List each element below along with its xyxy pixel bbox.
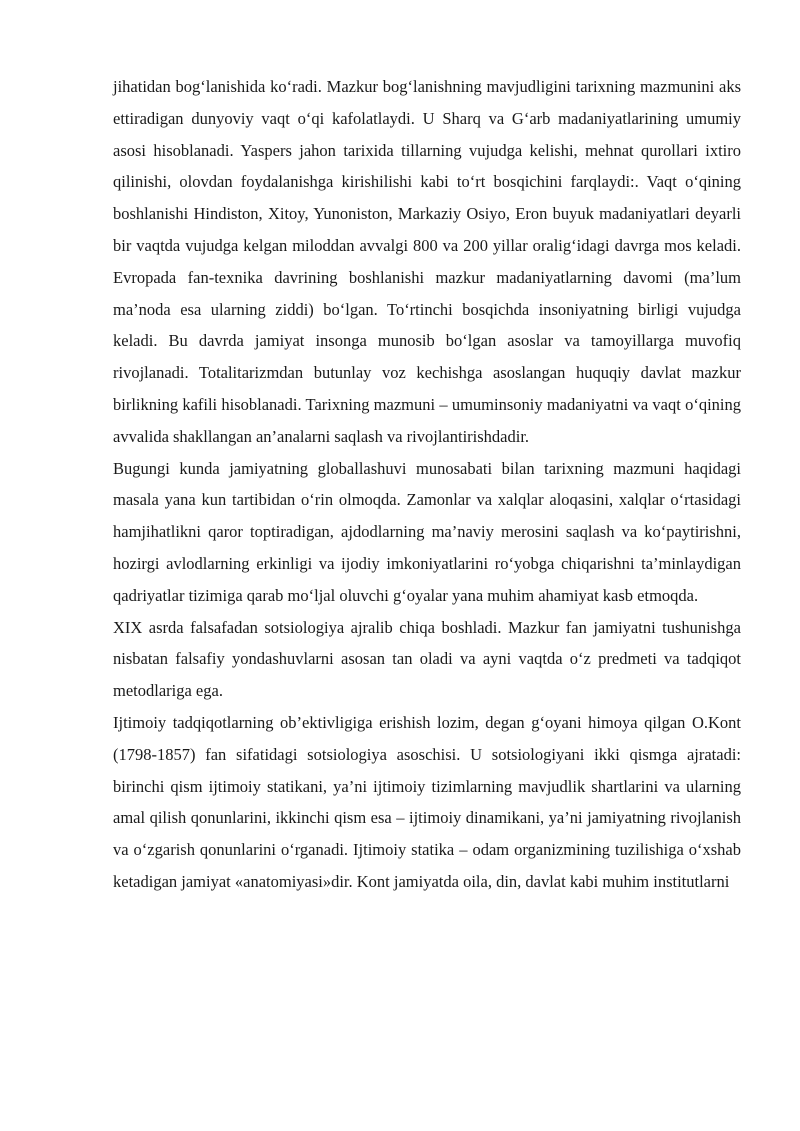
document-page xyxy=(113,71,741,898)
paragraph-3: XIX asrda falsafadan sotsiologiya ajralib chiqa boshladi. Mazkur fan jamiyatni tushunishga nisbatan falsafiy yondashuvlarni asosan tan oladi va ayni vaqtda o‘z predmeti va tadqiqot metodlariga ega. xyxy=(113,617,741,701)
paragraph-2: Bugungi kunda jamiyatning globallashuvi munosabati bilan tarixning mazmuni haqidagi masala yana kun tartibidan o‘rin olmoqda. Zamonlar va xalqlar aloqasini, xalqlar o‘rtasidagi hamjihatlikni qaror toptiradigan, ajdodlarning ma’naviy merosini saqlash va ko‘paytirishni, hozirgi avlodlarning erkinligi va ijodiy imkoniyatlarini ro‘yobga chiqarishni ta’minlaydigan qadriyatlar tizimiga qarab mo‘ljal oluvchi g‘oyalar yana muhim ahamiyat kasb etmoqda. xyxy=(113,458,741,605)
paragraph-1: jihatidan bog‘lanishida ko‘radi. Mazkur bog‘lanishning mavjudligini tarixning mazmunini aks ettiradigan dunyoviy vaqt o‘qi kafolatlaydi. U Sharq va G‘arb madaniyatlarining umumiy asosi hisoblanadi. Yaspers jahon tarixida tillarning vujudga kelishi, mehnat qurollari ixtiro qilinishi, olovdan foydalanishga kirishilishi kabi to‘rt bosqichini farqlaydi:. Vaqt o‘qining boshlanishi Hindiston, Xitoy, Yunoniston, Markaziy Osiyo, Eron buyuk madaniyatlari deyarli bir vaqtda vujudga kelgan miloddan avvalgi 800 va 200 yillar oralig‘idagi davrga mos keladi. Evropada fan-texnika davrining boshlanishi mazkur madaniyatlarning davomi (ma’lum ma’noda esa ularning ziddi) bo‘lgan. To‘rtinchi bosqichda insoniyatning birligi vujudga keladi. Bu davrda jamiyat insonga munosib bo‘lgan asoslar va tamoyillarga muvofiq rivojlanadi. Totalitarizmdan butunlay voz kechishga asoslangan huquqiy davlat mazkur birlikning kafili hisoblanadi. Tarixning mazmuni – umuminsoniy madaniyatni va vaqt o‘qining avvalida shakllangan an’analarni saqlash va rivojlantirishdadir. xyxy=(113,77,741,446)
paragraph-4: Ijtimoiy tadqiqotlarning ob’ektivligiga erishish lozim, degan g‘oyani himoya qilgan O.Kont (1798-1857) fan sifatidagi sotsiologiya asoschisi. U sotsiologiyani ikki qismga ajratadi: birinchi qism ijtimoiy statikani, ya’ni ijtimoiy tizimlarning mavjudlik shartlarini va ularning amal qilish qonunlarini, ikkinchi qism esa – ijtimoiy dinamikani, ya’ni jamiyatning rivojlanish va o‘zgarish qonunlarini o‘rganadi. Ijtimoiy statika – odam organizmining tuzilishiga o‘xshab ketadigan jamiyat «anatomiyasi»dir. Kont jamiyatda oila, din, davlat kabi muhim institutlarni xyxy=(113,712,741,891)
